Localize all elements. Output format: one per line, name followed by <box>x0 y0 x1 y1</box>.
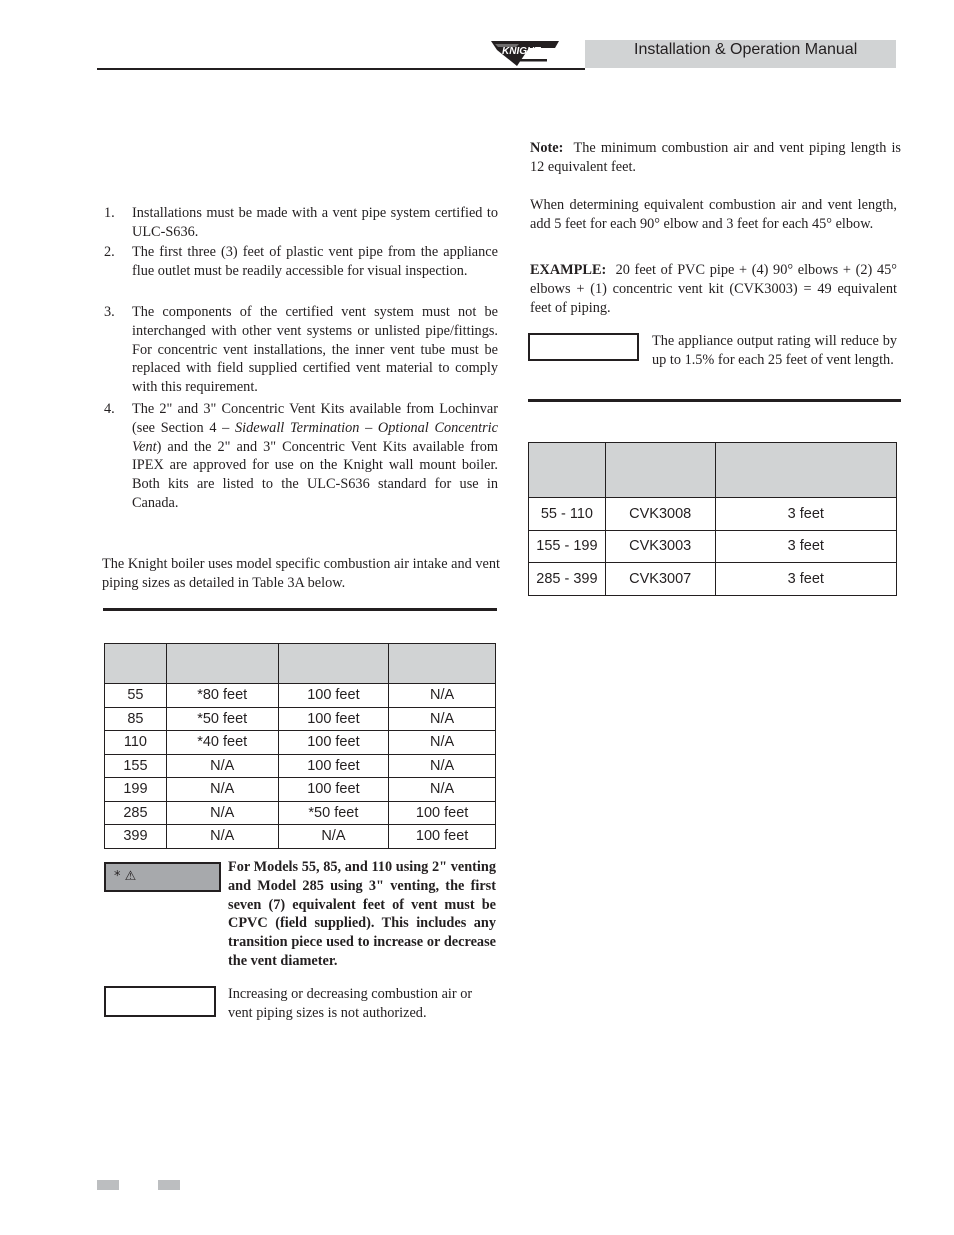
table-row: 199 N/A 100 feet N/A <box>105 778 496 802</box>
list-item: 2. The first three (3) feet of plastic vent pipe from the appliance flue outlet must be readily accessible for visual inspection. <box>104 244 498 279</box>
list-item: 3. The components of the certified vent system must not be interchanged with other vent systems or unlisted pipe/fittings. For concentric vent installations, the inner vent tube must be replaced with field supplied certified vent material to comply with this requirement. <box>104 304 498 396</box>
example-paragraph: EXAMPLE: 20 feet of PVC pipe + (4) 90° elbows + (2) 45° elbows + (1) concentric vent kit (CVK3003) = 49 equivalent feet of piping. <box>530 262 897 316</box>
table-3a-top-rule <box>103 608 497 611</box>
note-minimum-length: Note: The minimum combustion air and vent piping length is 12 equivalent feet. <box>530 140 901 175</box>
table-row: 155 N/A 100 feet N/A <box>105 754 496 778</box>
table-header-row <box>529 443 897 498</box>
equivalent-length-paragraph: When determining equivalent combustion air and vent length, add 5 feet for each 90° elbow and 3 feet for each 45° elbow. <box>530 197 897 232</box>
notice-text: The appliance output rating will reduce by up to 1.5% for each 25 feet of vent length. <box>652 333 897 368</box>
concentric-vent-kit-table <box>528 442 897 596</box>
table-row: 85 *50 feet 100 feet N/A <box>105 707 496 731</box>
caution-text: For Models 55, 85, and 110 using 2" venting and Model 285 using 3" venting, the first seven (7) equivalent feet of vent must be CPVC (field supplied). This includes any transition piece used to increase or decrease the vent diameter. <box>228 859 496 969</box>
table-row: 55 - 110 CVK3008 3 feet <box>529 498 897 531</box>
table-row: 110 *40 feet 100 feet N/A <box>105 731 496 755</box>
footer-section-mark <box>158 1180 180 1190</box>
header-rule <box>97 68 585 70</box>
table-row: 399 N/A N/A 100 feet <box>105 825 496 849</box>
table-row: 155 - 199 CVK3003 3 feet <box>529 530 897 563</box>
table-kits-top-rule <box>528 399 901 402</box>
list-item: 1. Installations must be made with a vent pipe system certified to ULC-S636. <box>104 205 498 240</box>
svg-text:KNIGHT: KNIGHT <box>502 46 541 57</box>
manual-title: Installation & Operation Manual <box>634 41 858 58</box>
table-row: 285 N/A *50 feet 100 feet <box>105 801 496 825</box>
footer-page-mark <box>97 1180 119 1190</box>
table-row: 55 *80 feet 100 feet N/A <box>105 684 496 708</box>
notice-label-box <box>528 333 639 361</box>
knight-logo-icon <box>489 38 563 68</box>
intro-paragraph: The Knight boiler uses model specific combustion air intake and vent piping sizes as detailed in Table 3A below. <box>102 556 500 591</box>
notice-text: Increasing or decreasing combustion air or vent piping sizes is not authorized. <box>228 986 473 1021</box>
table-row: 285 - 399 CVK3007 3 feet <box>529 563 897 596</box>
table-header-row <box>105 644 496 684</box>
table-3a <box>104 643 496 849</box>
notice-label-box <box>104 986 216 1017</box>
list-item: 4. The 2" and 3" Concentric Vent Kits available from Lochinvar (see Section 4 – Sidewall Termination – Optional Concentric Vent) and the 2" and 3" Concentric Vent Kits available from IPEX are approved for use on the Knight wall mount boiler. Both kits are listed to the ULC-S636 standard for use in Canada. <box>104 401 498 511</box>
caution-label-box: * ⚠ <box>104 862 221 892</box>
